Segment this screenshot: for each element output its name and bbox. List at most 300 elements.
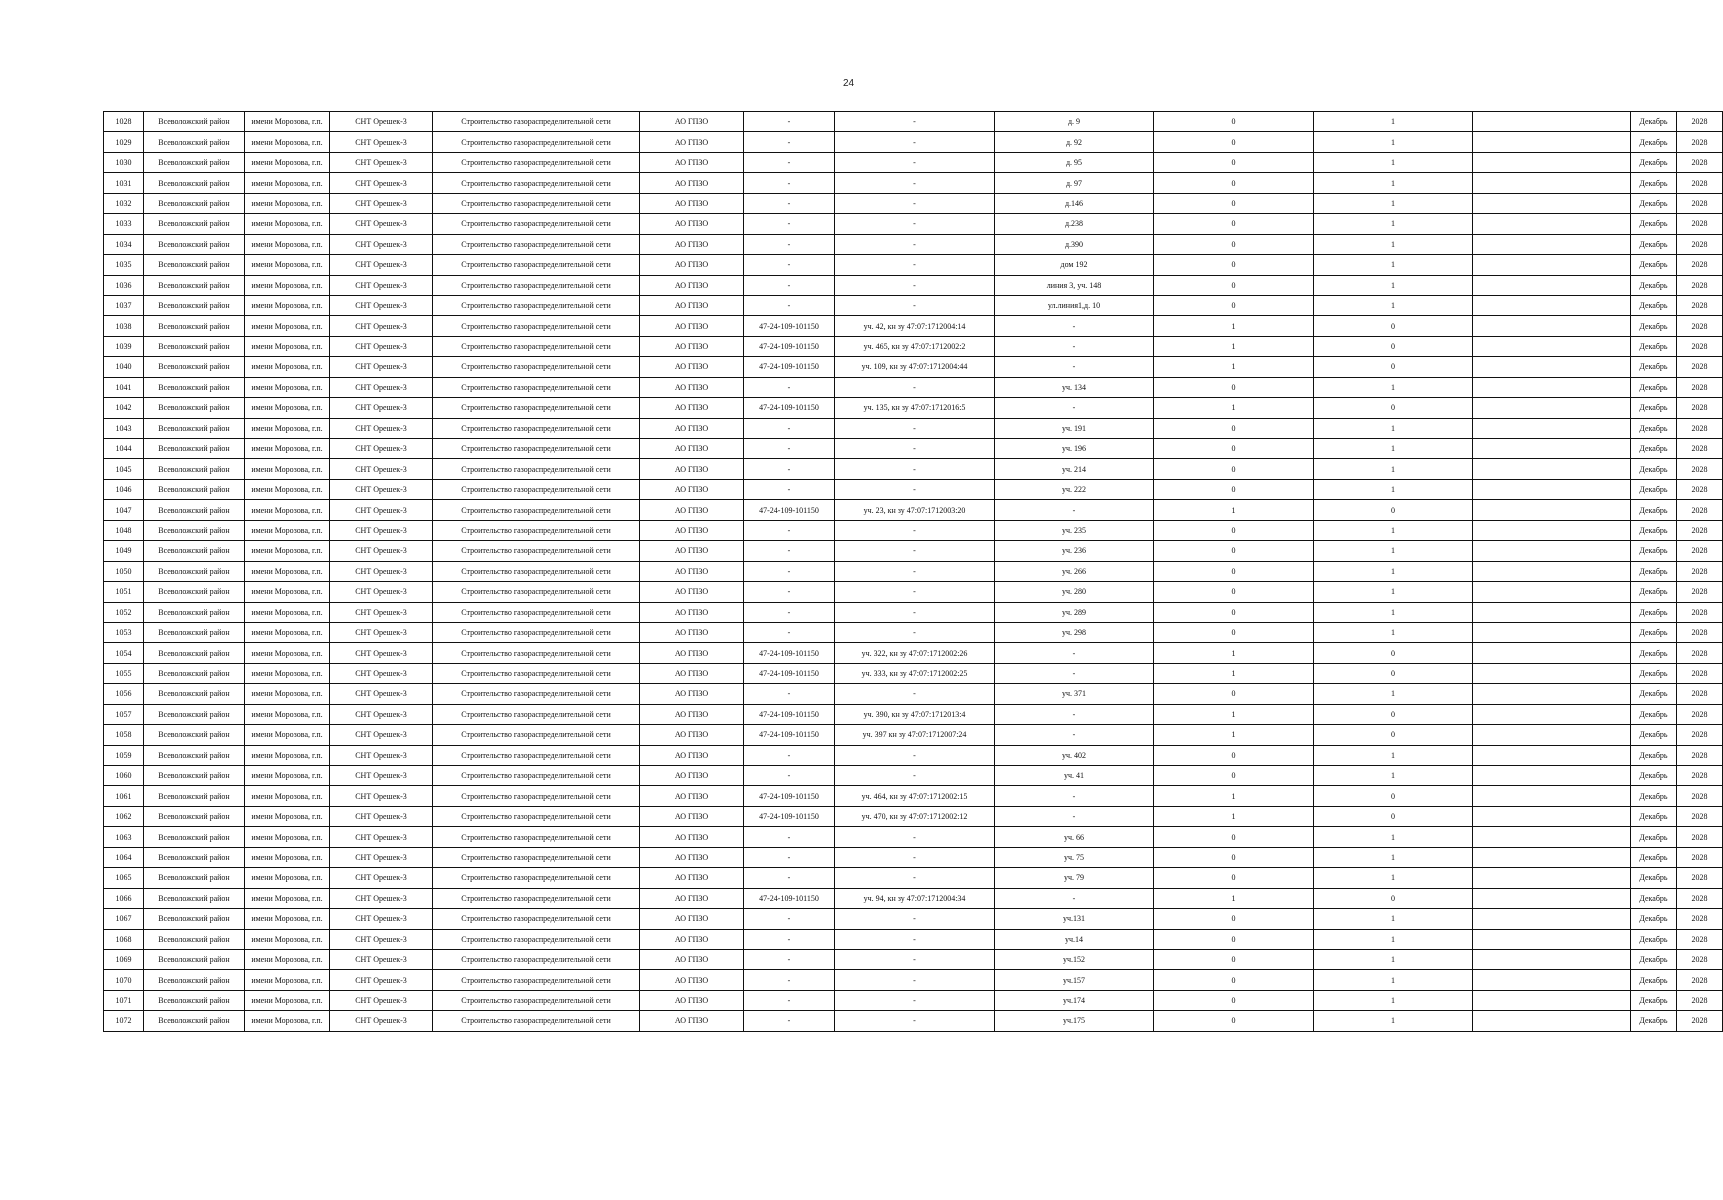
address-cell: - bbox=[995, 888, 1154, 908]
cadastral-cell: уч. 23, кн зу 47:07:1712003:20 bbox=[835, 500, 995, 520]
settlement-cell: имени Морозова, г.п. bbox=[245, 459, 330, 479]
address-cell: уч. 371 bbox=[995, 684, 1154, 704]
address-cell: - bbox=[995, 336, 1154, 356]
cadastral-cell: - bbox=[835, 970, 995, 990]
place-cell: СНТ Орешек-3 bbox=[330, 766, 433, 786]
organization-cell: АО ГПЗО bbox=[640, 275, 744, 295]
organization-cell: АО ГПЗО bbox=[640, 868, 744, 888]
place-cell: СНТ Орешек-3 bbox=[330, 520, 433, 540]
settlement-cell: имени Морозова, г.п. bbox=[245, 152, 330, 172]
district-cell: Всеволожский район bbox=[144, 459, 245, 479]
flag-a-cell: 0 bbox=[1154, 582, 1314, 602]
month-cell: Декабрь bbox=[1631, 214, 1677, 234]
organization-cell: АО ГПЗО bbox=[640, 684, 744, 704]
row-number: 1055 bbox=[104, 663, 144, 683]
place-cell: СНТ Орешек-3 bbox=[330, 398, 433, 418]
district-cell: Всеволожский район bbox=[144, 173, 245, 193]
settlement-cell: имени Морозова, г.п. bbox=[245, 643, 330, 663]
flag-a-cell: 0 bbox=[1154, 173, 1314, 193]
flag-b-cell: 1 bbox=[1314, 173, 1473, 193]
cadastral-cell: - bbox=[835, 909, 995, 929]
organization-cell: АО ГПЗО bbox=[640, 112, 744, 132]
empty-cell bbox=[1473, 295, 1631, 315]
work-type-cell: Строительство газораспределительной сети bbox=[433, 479, 640, 499]
empty-cell bbox=[1473, 970, 1631, 990]
settlement-cell: имени Морозова, г.п. bbox=[245, 827, 330, 847]
organization-cell: АО ГПЗО bbox=[640, 316, 744, 336]
row-number: 1049 bbox=[104, 541, 144, 561]
month-cell: Декабрь bbox=[1631, 418, 1677, 438]
year-cell: 2028 bbox=[1677, 990, 1723, 1010]
district-cell: Всеволожский район bbox=[144, 234, 245, 254]
district-cell: Всеволожский район bbox=[144, 888, 245, 908]
organization-cell: АО ГПЗО bbox=[640, 459, 744, 479]
cadastral-cell: уч. 397 кн зу 47:07:1712007:24 bbox=[835, 725, 995, 745]
organization-cell: АО ГПЗО bbox=[640, 929, 744, 949]
cadastral-cell: - bbox=[835, 684, 995, 704]
organization-cell: АО ГПЗО bbox=[640, 357, 744, 377]
flag-a-cell: 1 bbox=[1154, 704, 1314, 724]
month-cell: Декабрь bbox=[1631, 663, 1677, 683]
flag-b-cell: 1 bbox=[1314, 479, 1473, 499]
work-type-cell: Строительство газораспределительной сети bbox=[433, 582, 640, 602]
organization-cell: АО ГПЗО bbox=[640, 806, 744, 826]
address-cell: - bbox=[995, 663, 1154, 683]
work-type-cell: Строительство газораспределительной сети bbox=[433, 684, 640, 704]
year-cell: 2028 bbox=[1677, 909, 1723, 929]
cadastral-cell: уч. 109, кн зу 47:07:1712004:44 bbox=[835, 357, 995, 377]
year-cell: 2028 bbox=[1677, 643, 1723, 663]
cadastral-cell: уч. 94, кн зу 47:07:1712004:34 bbox=[835, 888, 995, 908]
table-row bbox=[104, 684, 1723, 704]
flag-a-cell: 1 bbox=[1154, 336, 1314, 356]
year-cell: 2028 bbox=[1677, 214, 1723, 234]
month-cell: Декабрь bbox=[1631, 847, 1677, 867]
table-row bbox=[104, 970, 1723, 990]
work-type-cell: Строительство газораспределительной сети bbox=[433, 357, 640, 377]
empty-cell bbox=[1473, 520, 1631, 540]
cadastral-cell: - bbox=[835, 214, 995, 234]
flag-b-cell: 1 bbox=[1314, 990, 1473, 1010]
work-type-cell: Строительство газораспределительной сети bbox=[433, 990, 640, 1010]
address-cell: д. 9 bbox=[995, 112, 1154, 132]
month-cell: Декабрь bbox=[1631, 459, 1677, 479]
year-cell: 2028 bbox=[1677, 602, 1723, 622]
district-cell: Всеволожский район bbox=[144, 520, 245, 540]
year-cell: 2028 bbox=[1677, 888, 1723, 908]
empty-cell bbox=[1473, 602, 1631, 622]
work-type-cell: Строительство газораспределительной сети bbox=[433, 520, 640, 540]
table-row bbox=[104, 520, 1723, 540]
work-type-cell: Строительство газораспределительной сети bbox=[433, 704, 640, 724]
district-cell: Всеволожский район bbox=[144, 970, 245, 990]
cadastral-cell: - bbox=[835, 1011, 995, 1031]
place-cell: СНТ Орешек-3 bbox=[330, 970, 433, 990]
table-row bbox=[104, 909, 1723, 929]
table-row bbox=[104, 786, 1723, 806]
row-number: 1063 bbox=[104, 827, 144, 847]
flag-a-cell: 0 bbox=[1154, 561, 1314, 581]
place-cell: СНТ Орешек-3 bbox=[330, 357, 433, 377]
district-cell: Всеволожский район bbox=[144, 745, 245, 765]
row-number: 1060 bbox=[104, 766, 144, 786]
district-cell: Всеволожский район bbox=[144, 336, 245, 356]
year-cell: 2028 bbox=[1677, 970, 1723, 990]
work-type-cell: Строительство газораспределительной сети bbox=[433, 152, 640, 172]
month-cell: Декабрь bbox=[1631, 132, 1677, 152]
address-cell: уч. 289 bbox=[995, 602, 1154, 622]
cadastral-cell: - bbox=[835, 990, 995, 1010]
empty-cell bbox=[1473, 418, 1631, 438]
year-cell: 2028 bbox=[1677, 684, 1723, 704]
table-row bbox=[104, 193, 1723, 213]
flag-b-cell: 1 bbox=[1314, 868, 1473, 888]
month-cell: Декабрь bbox=[1631, 888, 1677, 908]
organization-cell: АО ГПЗО bbox=[640, 663, 744, 683]
place-cell: СНТ Орешек-3 bbox=[330, 949, 433, 969]
year-cell: 2028 bbox=[1677, 316, 1723, 336]
okato-code-cell: - bbox=[744, 847, 835, 867]
flag-a-cell: 0 bbox=[1154, 909, 1314, 929]
table-row bbox=[104, 827, 1723, 847]
district-cell: Всеволожский район bbox=[144, 357, 245, 377]
row-number: 1044 bbox=[104, 439, 144, 459]
flag-b-cell: 0 bbox=[1314, 704, 1473, 724]
district-cell: Всеволожский район bbox=[144, 377, 245, 397]
okato-code-cell: - bbox=[744, 1011, 835, 1031]
year-cell: 2028 bbox=[1677, 418, 1723, 438]
okato-code-cell: - bbox=[744, 132, 835, 152]
empty-cell bbox=[1473, 275, 1631, 295]
place-cell: СНТ Орешек-3 bbox=[330, 418, 433, 438]
work-type-cell: Строительство газораспределительной сети bbox=[433, 132, 640, 152]
cadastral-cell: - bbox=[835, 541, 995, 561]
organization-cell: АО ГПЗО bbox=[640, 643, 744, 663]
okato-code-cell: - bbox=[744, 112, 835, 132]
organization-cell: АО ГПЗО bbox=[640, 173, 744, 193]
month-cell: Декабрь bbox=[1631, 684, 1677, 704]
cadastral-cell: - bbox=[835, 234, 995, 254]
year-cell: 2028 bbox=[1677, 663, 1723, 683]
place-cell: СНТ Орешек-3 bbox=[330, 479, 433, 499]
organization-cell: АО ГПЗО bbox=[640, 295, 744, 315]
year-cell: 2028 bbox=[1677, 745, 1723, 765]
place-cell: СНТ Орешек-3 bbox=[330, 132, 433, 152]
district-cell: Всеволожский район bbox=[144, 766, 245, 786]
okato-code-cell: - bbox=[744, 173, 835, 193]
settlement-cell: имени Морозова, г.п. bbox=[245, 766, 330, 786]
address-cell: уч. 402 bbox=[995, 745, 1154, 765]
work-type-cell: Строительство газораспределительной сети bbox=[433, 561, 640, 581]
organization-cell: АО ГПЗО bbox=[640, 766, 744, 786]
flag-b-cell: 1 bbox=[1314, 152, 1473, 172]
district-cell: Всеволожский район bbox=[144, 909, 245, 929]
flag-b-cell: 0 bbox=[1314, 888, 1473, 908]
month-cell: Декабрь bbox=[1631, 336, 1677, 356]
year-cell: 2028 bbox=[1677, 275, 1723, 295]
flag-b-cell: 1 bbox=[1314, 112, 1473, 132]
cadastral-cell: - bbox=[835, 295, 995, 315]
place-cell: СНТ Орешек-3 bbox=[330, 868, 433, 888]
month-cell: Декабрь bbox=[1631, 868, 1677, 888]
flag-a-cell: 0 bbox=[1154, 622, 1314, 642]
table-row bbox=[104, 357, 1723, 377]
empty-cell bbox=[1473, 643, 1631, 663]
address-cell: - bbox=[995, 725, 1154, 745]
flag-a-cell: 0 bbox=[1154, 847, 1314, 867]
flag-b-cell: 1 bbox=[1314, 418, 1473, 438]
cadastral-cell: уч. 390, кн зу 47:07:1712013:4 bbox=[835, 704, 995, 724]
flag-a-cell: 0 bbox=[1154, 295, 1314, 315]
place-cell: СНТ Орешек-3 bbox=[330, 582, 433, 602]
address-cell: - bbox=[995, 357, 1154, 377]
row-number: 1032 bbox=[104, 193, 144, 213]
place-cell: СНТ Орешек-3 bbox=[330, 561, 433, 581]
table-row bbox=[104, 459, 1723, 479]
address-cell: уч.131 bbox=[995, 909, 1154, 929]
district-cell: Всеволожский район bbox=[144, 152, 245, 172]
empty-cell bbox=[1473, 990, 1631, 1010]
row-number: 1070 bbox=[104, 970, 144, 990]
settlement-cell: имени Морозова, г.п. bbox=[245, 398, 330, 418]
table-row bbox=[104, 377, 1723, 397]
cadastral-cell: - bbox=[835, 745, 995, 765]
district-cell: Всеволожский район bbox=[144, 275, 245, 295]
address-cell: уч. 79 bbox=[995, 868, 1154, 888]
row-number: 1042 bbox=[104, 398, 144, 418]
settlement-cell: имени Морозова, г.п. bbox=[245, 479, 330, 499]
place-cell: СНТ Орешек-3 bbox=[330, 295, 433, 315]
row-number: 1039 bbox=[104, 336, 144, 356]
work-type-cell: Строительство газораспределительной сети bbox=[433, 295, 640, 315]
empty-cell bbox=[1473, 357, 1631, 377]
flag-b-cell: 0 bbox=[1314, 500, 1473, 520]
row-number: 1059 bbox=[104, 745, 144, 765]
year-cell: 2028 bbox=[1677, 520, 1723, 540]
empty-cell bbox=[1473, 827, 1631, 847]
work-type-cell: Строительство газораспределительной сети bbox=[433, 1011, 640, 1031]
place-cell: СНТ Орешек-3 bbox=[330, 152, 433, 172]
okato-code-cell: 47-24-109-101150 bbox=[744, 786, 835, 806]
flag-a-cell: 1 bbox=[1154, 725, 1314, 745]
settlement-cell: имени Морозова, г.п. bbox=[245, 847, 330, 867]
row-number: 1047 bbox=[104, 500, 144, 520]
year-cell: 2028 bbox=[1677, 234, 1723, 254]
work-type-cell: Строительство газораспределительной сети bbox=[433, 541, 640, 561]
table-row bbox=[104, 582, 1723, 602]
flag-b-cell: 1 bbox=[1314, 439, 1473, 459]
settlement-cell: имени Морозова, г.п. bbox=[245, 336, 330, 356]
empty-cell bbox=[1473, 459, 1631, 479]
empty-cell bbox=[1473, 684, 1631, 704]
cadastral-cell: - bbox=[835, 193, 995, 213]
flag-a-cell: 0 bbox=[1154, 929, 1314, 949]
organization-cell: АО ГПЗО bbox=[640, 520, 744, 540]
cadastral-cell: уч. 322, кн зу 47:07:1712002:26 bbox=[835, 643, 995, 663]
okato-code-cell: - bbox=[744, 520, 835, 540]
okato-code-cell: - bbox=[744, 541, 835, 561]
place-cell: СНТ Орешек-3 bbox=[330, 806, 433, 826]
empty-cell bbox=[1473, 479, 1631, 499]
empty-cell bbox=[1473, 909, 1631, 929]
organization-cell: АО ГПЗО bbox=[640, 786, 744, 806]
okato-code-cell: - bbox=[744, 622, 835, 642]
table-row bbox=[104, 949, 1723, 969]
settlement-cell: имени Морозова, г.п. bbox=[245, 500, 330, 520]
address-cell: уч. 191 bbox=[995, 418, 1154, 438]
row-number: 1037 bbox=[104, 295, 144, 315]
okato-code-cell: - bbox=[744, 949, 835, 969]
year-cell: 2028 bbox=[1677, 357, 1723, 377]
district-cell: Всеволожский район bbox=[144, 398, 245, 418]
okato-code-cell: - bbox=[744, 684, 835, 704]
month-cell: Декабрь bbox=[1631, 255, 1677, 275]
flag-b-cell: 1 bbox=[1314, 949, 1473, 969]
cadastral-cell: - bbox=[835, 602, 995, 622]
table-row bbox=[104, 336, 1723, 356]
flag-a-cell: 0 bbox=[1154, 827, 1314, 847]
cadastral-cell: уч. 135, кн зу 47:07:1712016:5 bbox=[835, 398, 995, 418]
organization-cell: АО ГПЗО bbox=[640, 704, 744, 724]
flag-a-cell: 0 bbox=[1154, 459, 1314, 479]
work-type-cell: Строительство газораспределительной сети bbox=[433, 827, 640, 847]
okato-code-cell: - bbox=[744, 582, 835, 602]
address-cell: уч.157 bbox=[995, 970, 1154, 990]
place-cell: СНТ Орешек-3 bbox=[330, 336, 433, 356]
organization-cell: АО ГПЗО bbox=[640, 398, 744, 418]
year-cell: 2028 bbox=[1677, 132, 1723, 152]
row-number: 1071 bbox=[104, 990, 144, 1010]
district-cell: Всеволожский район bbox=[144, 193, 245, 213]
flag-a-cell: 0 bbox=[1154, 990, 1314, 1010]
month-cell: Декабрь bbox=[1631, 479, 1677, 499]
settlement-cell: имени Морозова, г.п. bbox=[245, 439, 330, 459]
place-cell: СНТ Орешек-3 bbox=[330, 316, 433, 336]
settlement-cell: имени Морозова, г.п. bbox=[245, 786, 330, 806]
address-cell: д. 95 bbox=[995, 152, 1154, 172]
row-number: 1064 bbox=[104, 847, 144, 867]
work-type-cell: Строительство газораспределительной сети bbox=[433, 643, 640, 663]
empty-cell bbox=[1473, 112, 1631, 132]
year-cell: 2028 bbox=[1677, 786, 1723, 806]
flag-b-cell: 1 bbox=[1314, 622, 1473, 642]
organization-cell: АО ГПЗО bbox=[640, 336, 744, 356]
table-row bbox=[104, 541, 1723, 561]
row-number: 1034 bbox=[104, 234, 144, 254]
empty-cell bbox=[1473, 173, 1631, 193]
organization-cell: АО ГПЗО bbox=[640, 255, 744, 275]
okato-code-cell: 47-24-109-101150 bbox=[744, 500, 835, 520]
place-cell: СНТ Орешек-3 bbox=[330, 725, 433, 745]
month-cell: Декабрь bbox=[1631, 561, 1677, 581]
month-cell: Декабрь bbox=[1631, 745, 1677, 765]
empty-cell bbox=[1473, 316, 1631, 336]
settlement-cell: имени Морозова, г.п. bbox=[245, 377, 330, 397]
year-cell: 2028 bbox=[1677, 336, 1723, 356]
district-cell: Всеволожский район bbox=[144, 561, 245, 581]
table-row bbox=[104, 745, 1723, 765]
table-row bbox=[104, 622, 1723, 642]
flag-a-cell: 0 bbox=[1154, 868, 1314, 888]
settlement-cell: имени Морозова, г.п. bbox=[245, 173, 330, 193]
empty-cell bbox=[1473, 439, 1631, 459]
district-cell: Всеволожский район bbox=[144, 622, 245, 642]
cadastral-cell: - bbox=[835, 949, 995, 969]
year-cell: 2028 bbox=[1677, 847, 1723, 867]
work-type-cell: Строительство газораспределительной сети bbox=[433, 868, 640, 888]
flag-a-cell: 0 bbox=[1154, 275, 1314, 295]
cadastral-cell: - bbox=[835, 439, 995, 459]
table-row bbox=[104, 112, 1723, 132]
row-number: 1054 bbox=[104, 643, 144, 663]
table-row bbox=[104, 561, 1723, 581]
row-number: 1033 bbox=[104, 214, 144, 234]
district-cell: Всеволожский район bbox=[144, 214, 245, 234]
address-cell: уч. 134 bbox=[995, 377, 1154, 397]
okato-code-cell: - bbox=[744, 745, 835, 765]
okato-code-cell: - bbox=[744, 479, 835, 499]
flag-a-cell: 1 bbox=[1154, 643, 1314, 663]
okato-code-cell: - bbox=[744, 561, 835, 581]
okato-code-cell: - bbox=[744, 275, 835, 295]
organization-cell: АО ГПЗО bbox=[640, 582, 744, 602]
district-cell: Всеволожский район bbox=[144, 806, 245, 826]
year-cell: 2028 bbox=[1677, 439, 1723, 459]
empty-cell bbox=[1473, 193, 1631, 213]
okato-code-cell: - bbox=[744, 295, 835, 315]
row-number: 1041 bbox=[104, 377, 144, 397]
cadastral-cell: - bbox=[835, 377, 995, 397]
flag-b-cell: 1 bbox=[1314, 827, 1473, 847]
flag-a-cell: 0 bbox=[1154, 132, 1314, 152]
settlement-cell: имени Морозова, г.п. bbox=[245, 132, 330, 152]
okato-code-cell: - bbox=[744, 255, 835, 275]
flag-b-cell: 1 bbox=[1314, 582, 1473, 602]
cadastral-cell: - bbox=[835, 847, 995, 867]
empty-cell bbox=[1473, 725, 1631, 745]
organization-cell: АО ГПЗО bbox=[640, 602, 744, 622]
district-cell: Всеволожский район bbox=[144, 704, 245, 724]
okato-code-cell: 47-24-109-101150 bbox=[744, 316, 835, 336]
place-cell: СНТ Орешек-3 bbox=[330, 888, 433, 908]
page-number: 24 bbox=[842, 78, 855, 89]
row-number: 1062 bbox=[104, 806, 144, 826]
flag-a-cell: 1 bbox=[1154, 786, 1314, 806]
row-number: 1053 bbox=[104, 622, 144, 642]
okato-code-cell: 47-24-109-101150 bbox=[744, 888, 835, 908]
organization-cell: АО ГПЗО bbox=[640, 541, 744, 561]
flag-a-cell: 1 bbox=[1154, 806, 1314, 826]
okato-code-cell: - bbox=[744, 234, 835, 254]
flag-b-cell: 1 bbox=[1314, 275, 1473, 295]
cadastral-cell: - bbox=[835, 152, 995, 172]
district-cell: Всеволожский район bbox=[144, 990, 245, 1010]
flag-a-cell: 0 bbox=[1154, 479, 1314, 499]
work-type-cell: Строительство газораспределительной сети bbox=[433, 745, 640, 765]
settlement-cell: имени Морозова, г.п. bbox=[245, 970, 330, 990]
cadastral-cell: - bbox=[835, 561, 995, 581]
okato-code-cell: - bbox=[744, 193, 835, 213]
district-cell: Всеволожский район bbox=[144, 643, 245, 663]
row-number: 1046 bbox=[104, 479, 144, 499]
flag-b-cell: 0 bbox=[1314, 398, 1473, 418]
flag-b-cell: 1 bbox=[1314, 847, 1473, 867]
row-number: 1051 bbox=[104, 582, 144, 602]
month-cell: Декабрь bbox=[1631, 173, 1677, 193]
organization-cell: АО ГПЗО bbox=[640, 500, 744, 520]
place-cell: СНТ Орешек-3 bbox=[330, 827, 433, 847]
settlement-cell: имени Морозова, г.п. bbox=[245, 684, 330, 704]
